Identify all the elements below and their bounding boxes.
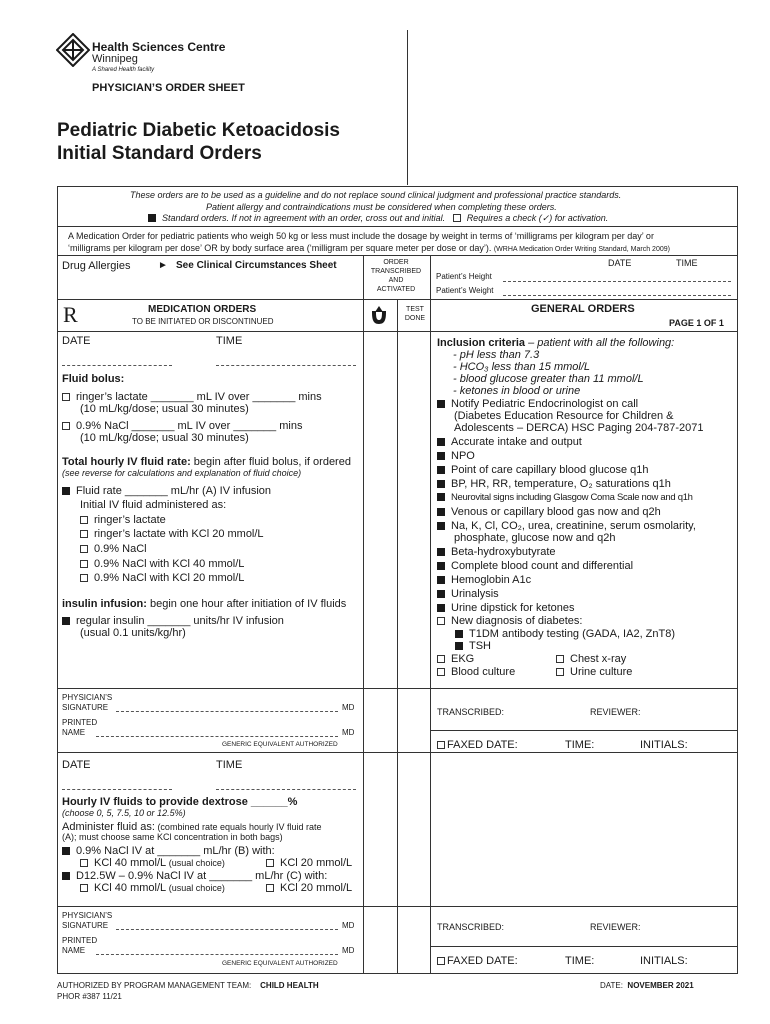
bag-b-kcl20[interactable]: KCl 20 mmol/L xyxy=(266,857,352,869)
rx-symbol: R xyxy=(63,302,78,327)
nacl-bag-b: 0.9% NaCl IV at _______ mL/hr (B) with: xyxy=(62,845,275,857)
physician-signature-field[interactable] xyxy=(116,711,338,712)
standard-order-marker-icon xyxy=(455,630,463,638)
med-order-line2: ‘milligrams per kilogram per dose’ OR by body surface area (‘milligram per square meter per dose or day’). (WRHA Medication Order Writing Standard, March 2009) xyxy=(68,243,670,253)
section1-date-field[interactable] xyxy=(62,365,172,366)
arrow-right-icon: ► xyxy=(158,260,168,271)
section2-time-field[interactable] xyxy=(216,789,356,790)
notice-line1: These orders are to be used as a guideline and do not replace sound clinical judgment and professional practice standards. xyxy=(130,190,622,200)
standard-order-marker-icon xyxy=(437,480,445,488)
faxed-time-label: TIME: xyxy=(565,955,595,967)
printed-name-field[interactable] xyxy=(96,954,338,955)
order-bhb: Beta-hydroxybutyrate xyxy=(437,546,556,558)
drug-allergies-label: Drug Allergies xyxy=(62,260,131,272)
org-city: Winnipeg xyxy=(92,53,138,65)
standard-order-marker-icon xyxy=(437,590,445,598)
fluid-option-checkbox[interactable] xyxy=(80,516,88,524)
fluid-option-2[interactable]: ringer’s lactate with KCl 20 mmol/L xyxy=(80,528,264,540)
section2-time: TIME xyxy=(216,759,243,771)
total-hourly-rate: Total hourly IV fluid rate: begin after fluid bolus, if ordered xyxy=(62,456,351,468)
urine-culture-checkbox[interactable] xyxy=(556,668,564,676)
standard-order-marker-icon xyxy=(62,872,70,880)
order-tsh: TSH xyxy=(455,640,491,652)
signature-label: SIGNATURE xyxy=(62,921,109,930)
faxed-date[interactable]: FAXED DATE: xyxy=(437,955,518,967)
bag-b-kcl20-checkbox[interactable] xyxy=(266,859,274,867)
faxed-checkbox[interactable] xyxy=(437,957,445,965)
patient-weight-label: Patient’s Weight xyxy=(436,286,494,295)
physician-label: PHYSICIAN’S xyxy=(62,693,113,702)
test-done-label: TEST DONE xyxy=(404,306,426,322)
section2-date-field[interactable] xyxy=(62,789,172,790)
fluid-option-checkbox[interactable] xyxy=(80,530,88,538)
standard-order-marker-icon xyxy=(437,466,445,474)
md-label: MD xyxy=(342,703,355,712)
requires-check-box-icon xyxy=(453,214,461,222)
notice-standard: Standard orders. If not in agreement with an order, cross out and initial. Requires a check (✓) for activation. xyxy=(148,213,608,224)
org-tag: A Shared Health facility xyxy=(92,67,155,73)
standard-order-marker-icon xyxy=(437,452,445,460)
fluid-rate-order: Fluid rate _______ mL/hr (A) IV infusion xyxy=(62,485,271,497)
footer-date: DATE: NOVEMBER 2021 xyxy=(600,981,694,990)
criteria-ketones: - ketones in blood or urine xyxy=(453,385,581,397)
initials-label: INITIALS: xyxy=(640,739,688,751)
page-title-line2: Initial Standard Orders xyxy=(57,143,262,164)
standard-order-marker-icon xyxy=(437,508,445,516)
inclusion-criteria: Inclusion criteria – patient with all the following: xyxy=(437,337,675,349)
faxed-checkbox[interactable] xyxy=(437,741,445,749)
notice-line2: Patient allergy and contraindications must be considered when completing these orders. xyxy=(206,202,557,212)
printed-name-field[interactable] xyxy=(96,736,338,737)
order-t1dm-antibody: T1DM antibody testing (GADA, IA2, ZnT8) xyxy=(455,628,675,640)
bag-c-kcl40[interactable]: KCl 40 mmol/L (usual choice) xyxy=(80,882,225,894)
reviewer-label: REVIEWER: xyxy=(590,707,641,717)
section2-date: DATE xyxy=(62,759,91,771)
standard-order-marker-icon xyxy=(148,214,156,222)
md-label: MD xyxy=(342,728,355,737)
d12-bag-c: D12.5W – 0.9% NaCl IV at _______ mL/hr (C) with: xyxy=(62,870,327,882)
medication-orders-heading: MEDICATION ORDERS xyxy=(148,304,257,315)
page-number: PAGE 1 OF 1 xyxy=(669,318,724,328)
standard-order-marker-icon xyxy=(437,493,445,501)
md-label: MD xyxy=(342,946,355,955)
ekg-checkbox[interactable] xyxy=(437,655,445,663)
bag-c-kcl20[interactable]: KCl 20 mmol/L xyxy=(266,882,352,894)
header-divider xyxy=(407,30,408,185)
standard-order-marker-icon xyxy=(455,642,463,650)
regular-insulin-note: (usual 0.1 units/kg/hr) xyxy=(80,627,186,639)
med-order-line1: A Medication Order for pediatric patients who weigh 50 kg or less must include the dosage by weight in terms of ‘milligrams per kilogram per day’ or xyxy=(68,231,654,241)
ringers-bolus-note: (10 mL/kg/dose; usual 30 minutes) xyxy=(80,403,249,415)
standard-order-marker-icon xyxy=(437,548,445,556)
order-blood-gas: Venous or capillary blood gas now and q2h xyxy=(437,506,661,518)
regular-insulin-order: regular insulin _______ units/hr IV infusion xyxy=(62,615,284,627)
standard-order-marker-icon xyxy=(437,438,445,446)
new-diagnosis-checkbox[interactable] xyxy=(437,617,445,625)
order-vitals: BP, HR, RR, temperature, O₂ saturations q1h xyxy=(437,478,671,490)
fluid-bolus-heading: Fluid bolus: xyxy=(62,373,125,385)
bag-b-kcl40-checkbox[interactable] xyxy=(80,859,88,867)
bag-c-kcl20-checkbox[interactable] xyxy=(266,884,274,892)
reviewer-label: REVIEWER: xyxy=(590,922,641,932)
order-urinalysis: Urinalysis xyxy=(437,588,499,600)
hsc-logo-icon xyxy=(56,33,90,67)
notify-paging-line: Adolescents – DERCA) HSC Paging 204-787-2071 xyxy=(454,422,704,434)
medication-orders-subtitle: TO BE INITIATED OR DISCONTINUED xyxy=(132,317,274,326)
standard-order-marker-icon xyxy=(62,617,70,625)
name-label: NAME xyxy=(62,728,86,737)
printed-label: PRINTED xyxy=(62,718,98,727)
sheet-title: PHYSICIAN’S ORDER SHEET xyxy=(92,82,245,94)
activated-arrow-icon xyxy=(370,305,388,325)
section1-time: TIME xyxy=(216,335,243,347)
generic-authorized: GENERIC EQUIVALENT AUTHORIZED xyxy=(222,741,338,748)
fluid-option-checkbox[interactable] xyxy=(80,574,88,582)
page-title-line1: Pediatric Diabetic Ketoacidosis xyxy=(57,120,340,141)
faxed-time-label: TIME: xyxy=(565,739,595,751)
chest-xray-option[interactable]: Chest x-ray xyxy=(556,653,626,665)
section1-date: DATE xyxy=(62,335,91,347)
criteria-ph: - pH less than 7.3 xyxy=(453,349,540,361)
order-npo: NPO xyxy=(437,450,475,462)
generic-authorized: GENERIC EQUIVALENT AUTHORIZED xyxy=(222,960,338,967)
footer-authorized: AUTHORIZED BY PROGRAM MANAGEMENT TEAM: CHILD HEALTH xyxy=(57,981,319,990)
standard-order-marker-icon xyxy=(437,604,445,612)
md-label: MD xyxy=(342,921,355,930)
order-intake-output: Accurate intake and output xyxy=(437,436,582,448)
physician-signature-field[interactable] xyxy=(116,929,338,930)
nacl-bolus-note: (10 mL/kg/dose; usual 30 minutes) xyxy=(80,432,249,444)
fluid-option-3[interactable]: 0.9% NaCl xyxy=(80,543,147,555)
faxed-date[interactable]: FAXED DATE: xyxy=(437,739,518,751)
printed-label: PRINTED xyxy=(62,936,98,945)
bag-c-kcl40-checkbox[interactable] xyxy=(80,884,88,892)
standard-order-marker-icon xyxy=(62,847,70,855)
new-diagnosis[interactable]: New diagnosis of diabetes: xyxy=(437,615,582,627)
transcribed-label: TRANSCRIBED: xyxy=(437,922,505,932)
hourly-dextrose-note: (choose 0, 5, 7.5, 10 or 12.5%) xyxy=(62,808,186,818)
transcribed-label: TRANSCRIBED: xyxy=(437,707,505,717)
total-hourly-note: (see reverse for calculations and explanation of fluid choice) xyxy=(62,468,302,478)
name-label: NAME xyxy=(62,946,86,955)
fluid-option-checkbox[interactable] xyxy=(80,545,88,553)
nacl-bolus[interactable]: 0.9% NaCl _______ mL IV over _______ mins xyxy=(62,420,302,432)
fluid-option-1[interactable]: ringer’s lactate xyxy=(80,514,166,526)
standard-order-marker-icon xyxy=(437,522,445,530)
date-label: DATE xyxy=(608,258,632,268)
patient-height-label: Patient’s Height xyxy=(436,272,492,281)
standard-order-marker-icon xyxy=(437,576,445,584)
section1-time-field[interactable] xyxy=(216,365,356,366)
order-transcribed-label: ORDER TRANSCRIBED AND ACTIVATED xyxy=(370,259,422,293)
order-electrolytes-cont: phosphate, glucose now and q2h xyxy=(454,532,616,544)
order-a1c: Hemoglobin A1c xyxy=(437,574,531,586)
notify-endocrinologist: Notify Pediatric Endocrinologist on call xyxy=(437,398,638,410)
urine-culture-option[interactable]: Urine culture xyxy=(556,666,632,678)
administer-fluid: Administer fluid as: (combined rate equals hourly IV fluid rate xyxy=(62,821,322,833)
time-label: TIME xyxy=(676,258,698,268)
blood-culture-option[interactable]: Blood culture xyxy=(437,666,515,678)
insulin-infusion-heading: insulin infusion: begin one hour after initiation of IV fluids xyxy=(62,598,347,610)
fluid-option-checkbox[interactable] xyxy=(80,560,88,568)
initials-label: INITIALS: xyxy=(640,955,688,967)
ringers-bolus-checkbox[interactable] xyxy=(62,393,70,401)
patient-weight-field[interactable] xyxy=(503,295,731,296)
ringers-lactate-bolus[interactable]: ringer’s lactate _______ mL IV over _______ mins xyxy=(62,391,322,403)
fluid-option-5[interactable]: 0.9% NaCl with KCl 20 mmol/L xyxy=(80,572,244,584)
initial-fluid-label: Initial IV fluid administered as: xyxy=(80,499,227,511)
general-orders-heading: GENERAL ORDERS xyxy=(531,303,635,315)
ekg-option[interactable]: EKG xyxy=(437,653,474,665)
blood-culture-checkbox[interactable] xyxy=(437,668,445,676)
order-cbc: Complete blood count and differential xyxy=(437,560,633,572)
org-name: Health Sciences Centre xyxy=(92,40,226,54)
order-electrolytes: Na, K, Cl, CO₂, urea, creatinine, serum osmolarity, xyxy=(437,520,696,532)
physician-label: PHYSICIAN’S xyxy=(62,911,113,920)
order-neurovitals: Neurovital signs including Glasgow Coma Scale now and q1h xyxy=(437,492,693,503)
standard-order-marker-icon xyxy=(437,400,445,408)
order-urine-dipstick: Urine dipstick for ketones xyxy=(437,602,575,614)
standard-order-marker-icon xyxy=(437,562,445,570)
nacl-bolus-checkbox[interactable] xyxy=(62,422,70,430)
notify-derca-line: (Diabetes Education Resource for Children & xyxy=(454,410,674,422)
chest-xray-checkbox[interactable] xyxy=(556,655,564,663)
criteria-glucose: - blood glucose greater than 11 mmol/L xyxy=(453,373,644,385)
administer-fluid-note: (A); must choose same KCl concentration in both bags) xyxy=(62,832,283,842)
bag-b-kcl40[interactable]: KCl 40 mmol/L (usual choice) xyxy=(80,857,225,869)
fluid-option-4[interactable]: 0.9% NaCl with KCl 40 mmol/L xyxy=(80,558,244,570)
clinical-circumstances-link: See Clinical Circumstances Sheet xyxy=(176,260,337,271)
patient-height-field[interactable] xyxy=(503,281,731,282)
standard-order-marker-icon xyxy=(62,487,70,495)
criteria-hco3: - HCO₃ less than 15 mmol/L xyxy=(453,361,591,373)
order-poc-glucose: Point of care capillary blood glucose q1h xyxy=(437,464,649,476)
hourly-dextrose-heading: Hourly IV fluids to provide dextrose ______% xyxy=(62,796,298,808)
signature-label: SIGNATURE xyxy=(62,703,109,712)
footer-form-number: PHOR #387 11/21 xyxy=(57,992,122,1001)
